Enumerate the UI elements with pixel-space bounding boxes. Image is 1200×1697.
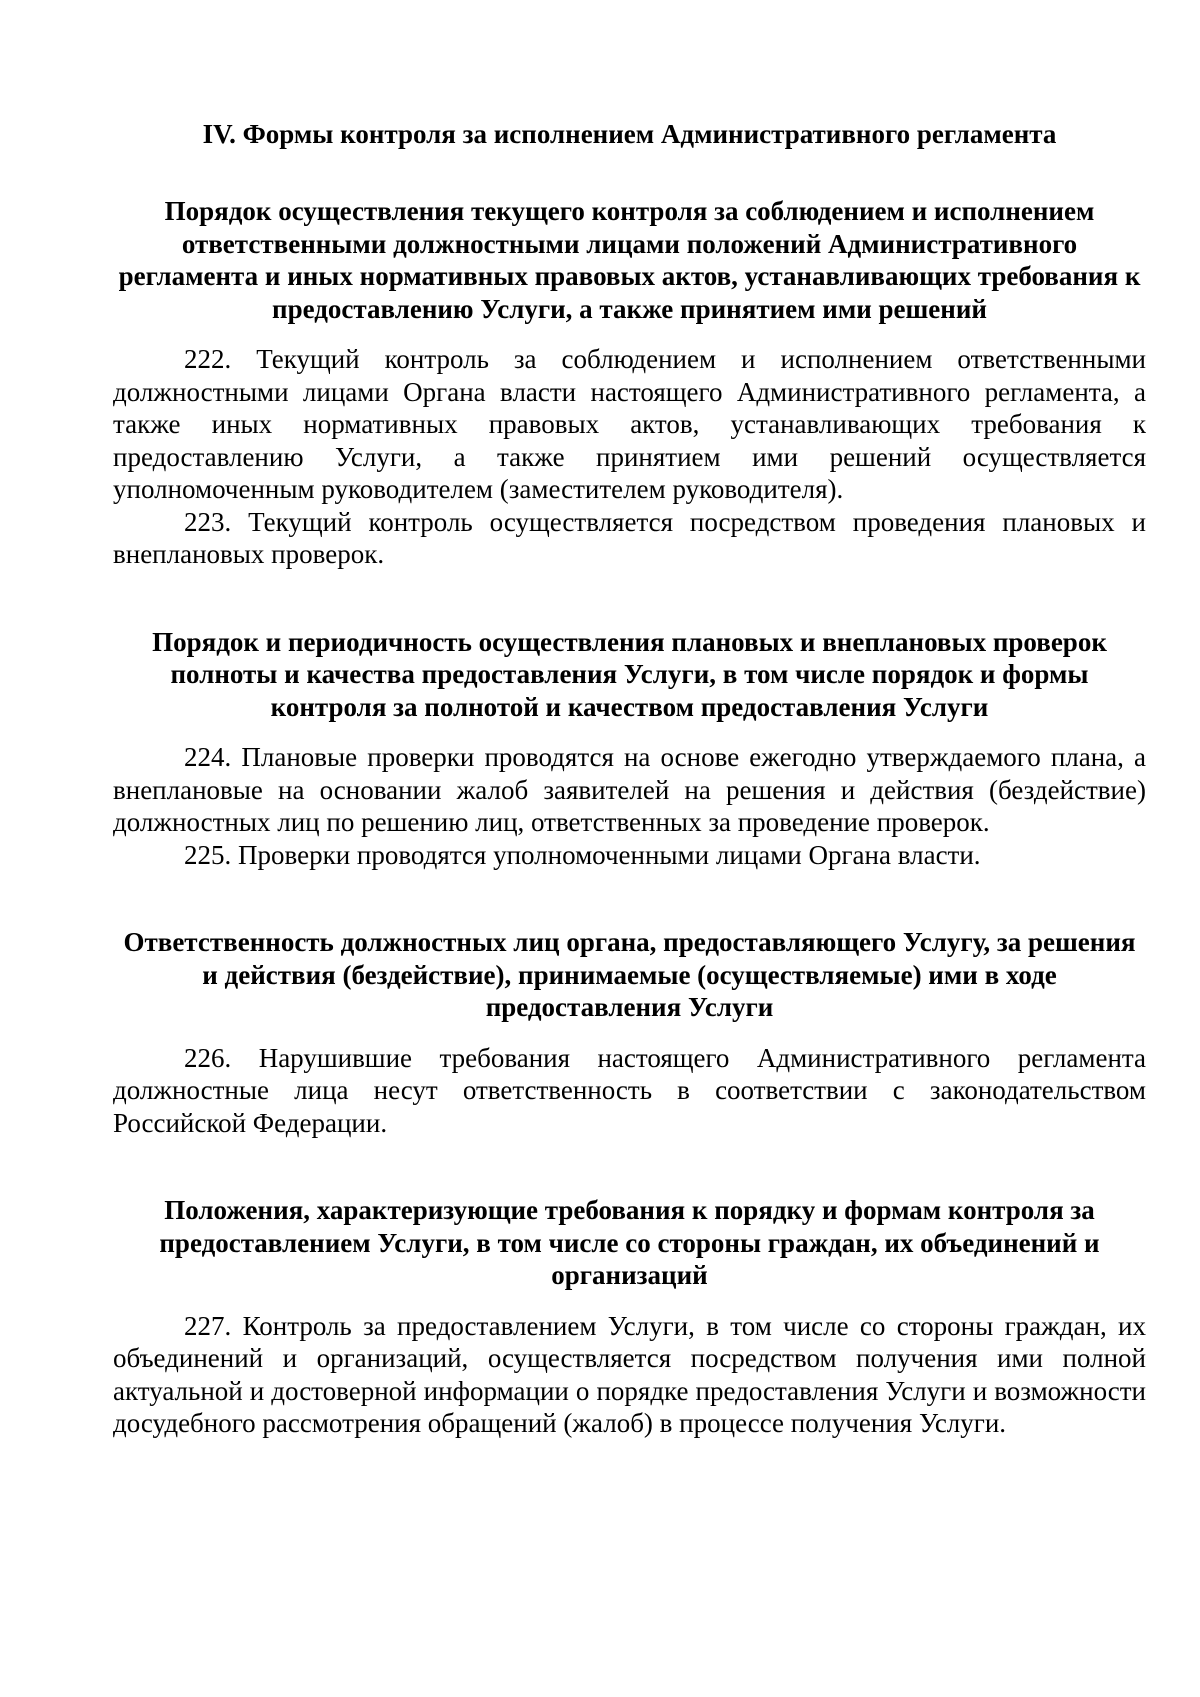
paragraph-222: 222. Текущий контроль за соблюдением и исполнением ответственными должностными лицами Органа власти настоящего Административного регламента, а также иных нормативных правовых актов, устанавливающих требования к предоставлению Услуги, а также принятием ими решений осуществляется уполномоченным руководителем (заместителем руководителя). <box>113 344 1146 504</box>
document-page <box>113 118 1146 1440</box>
paragraph-225: 225. Проверки проводятся уполномоченными лицами Органа власти. <box>184 839 981 870</box>
paragraph-224: 224. Плановые проверки проводятся на основе ежегодно утверждаемого плана, а внеплановые на основании жалоб заявителей на решения и действия (бездействие) должностных лиц по решению лиц, ответственных за проведение проверок. <box>113 742 1146 837</box>
section-title: Ответственность должностных лиц органа, предоставляющего Услугу, за решения и действия (бездействие), принимаемые (осуществляемые) ими в ходе предоставления Услуги <box>123 927 1136 1022</box>
paragraph-223: 223. Текущий контроль осуществляется посредством проведения плановых и внеплановых проверок. <box>113 506 1146 569</box>
chapter-title: IV. Формы контроля за исполнением Административного регламента <box>202 119 1057 149</box>
section-title: Порядок осуществления текущего контроля за соблюдением и исполнением ответственными должностными лицами положений Административного регламента и иных нормативных правовых актов, устанавливающих требования к предоставлению Услуги, а также принятием ими решений <box>118 196 1141 324</box>
paragraph-226: 226. Нарушившие требования настоящего Административного регламента должностные лица несут ответственность в соответствии с законодательством Российской Федерации. <box>113 1042 1146 1138</box>
section-title: Положения, характеризующие требования к порядку и формам контроля за предоставлением Услуги, в том числе со стороны граждан, их объединений и организаций <box>159 1195 1100 1290</box>
paragraph-227: 227. Контроль за предоставлением Услуги, в том числе со стороны граждан, их объединений и организаций, осуществляется посредством получения ими полной актуальной и достоверной информации о порядке предоставления Услуги и возможности досудебного рассмотрения обращений (жалоб) в процессе получения Услуги. <box>113 1310 1146 1438</box>
section-title: Порядок и периодичность осуществления плановых и внеплановых проверок полноты и качества предоставления Услуги, в том числе порядок и формы контроля за полнотой и качеством предоставления Услуги <box>152 626 1107 722</box>
